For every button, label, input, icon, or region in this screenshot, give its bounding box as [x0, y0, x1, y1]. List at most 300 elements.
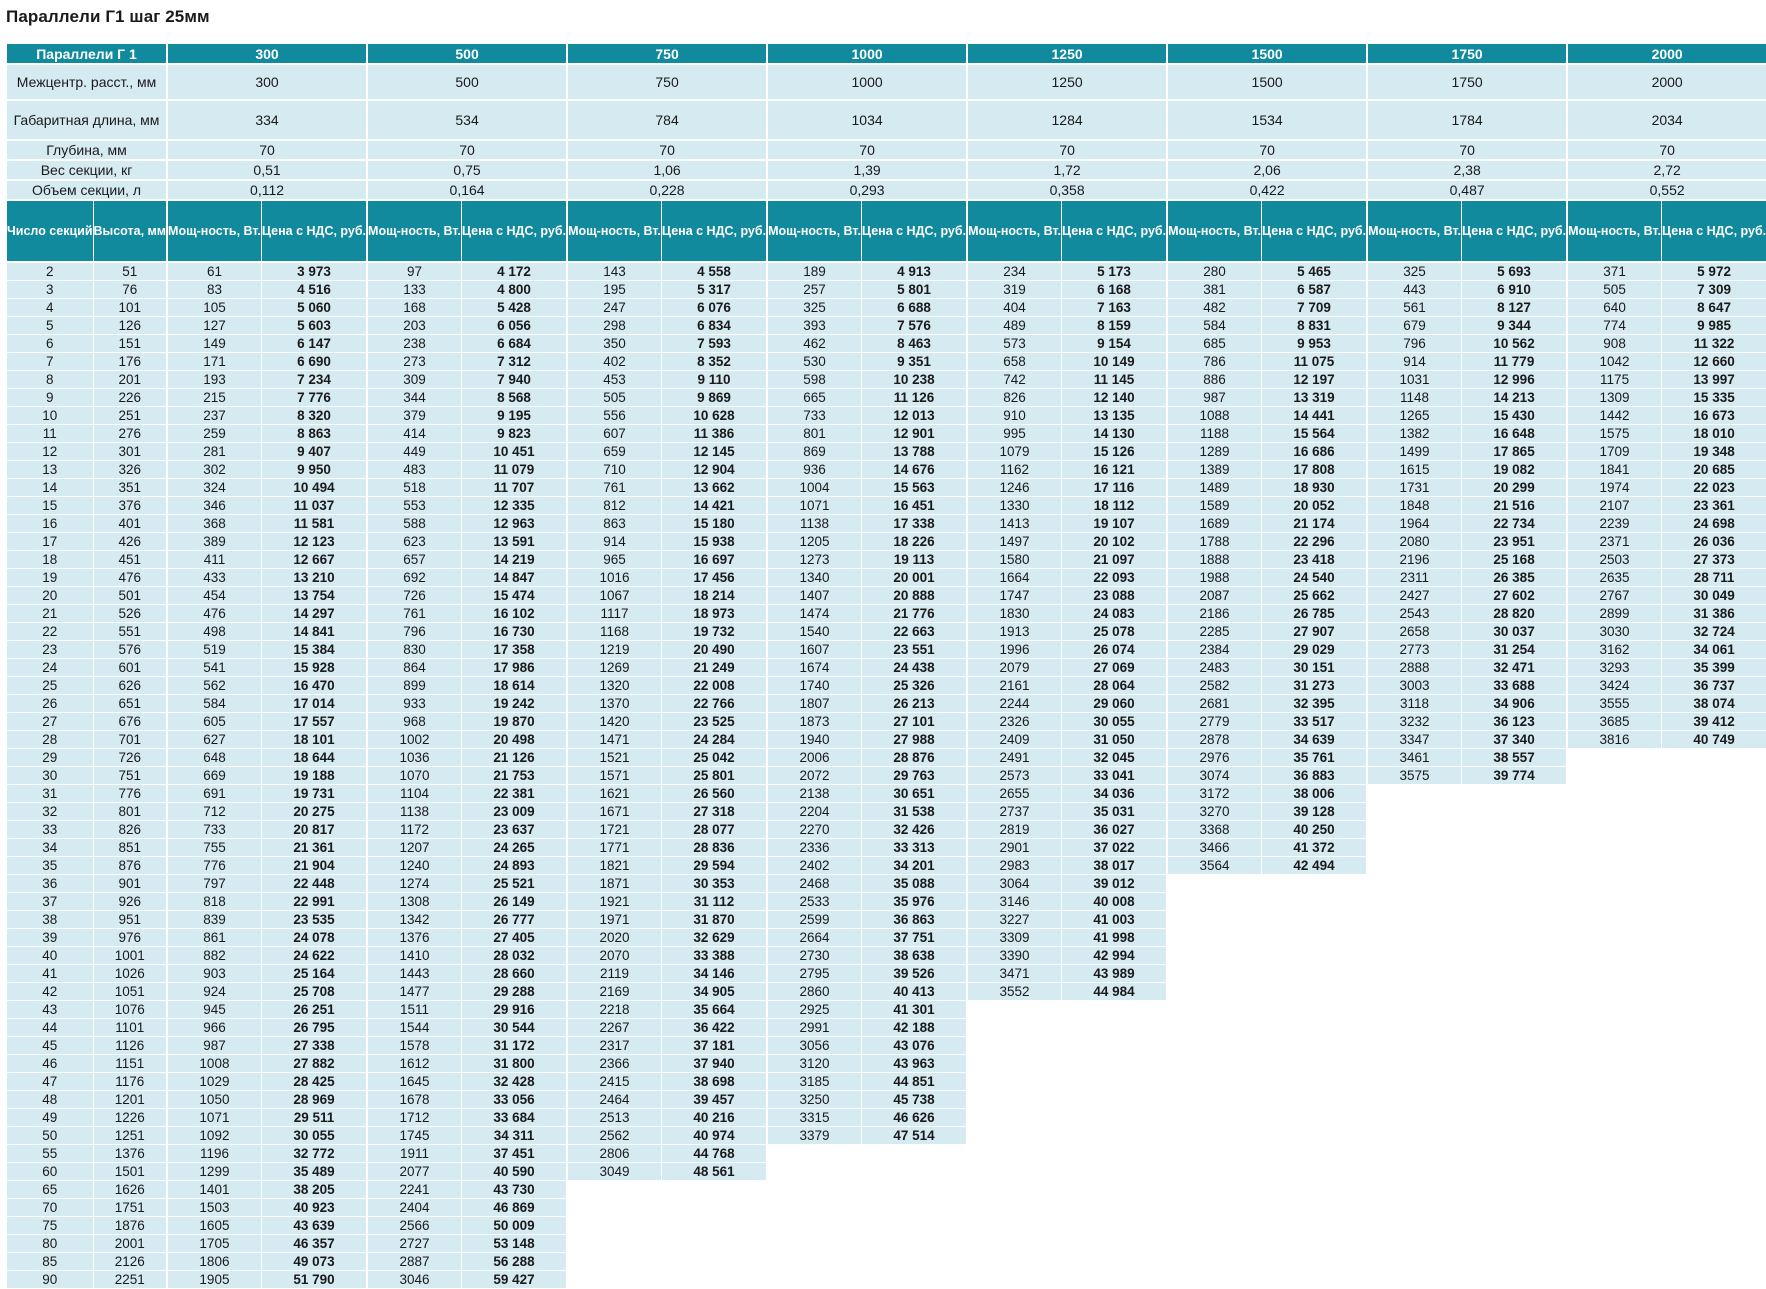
table-row	[7, 335, 1766, 353]
empty-cell	[1662, 767, 1766, 785]
power-cell: 2899	[1568, 605, 1662, 623]
power-cell: 1269	[568, 659, 662, 677]
table-row	[7, 1091, 1766, 1109]
power-cell: 1873	[768, 713, 862, 731]
power-cell: 247	[568, 299, 662, 317]
price-cell: 5 972	[1662, 263, 1766, 281]
power-cell: 1974	[1568, 479, 1662, 497]
price-cell: 15 335	[1662, 389, 1766, 407]
price-cell: 25 521	[462, 875, 568, 893]
table-row	[7, 479, 1766, 497]
price-cell: 25 708	[262, 983, 368, 1001]
empty-cell	[1368, 1253, 1462, 1271]
page-title: Параллели Г1 шаг 25мм	[6, 7, 210, 26]
power-cell: 966	[168, 1019, 262, 1037]
empty-cell	[1368, 1019, 1462, 1037]
price-cell: 38 557	[1462, 749, 1568, 767]
empty-cell	[1262, 911, 1368, 929]
sections-cell: 47	[7, 1073, 94, 1091]
price-cell: 23 525	[662, 713, 768, 731]
power-cell: 2317	[568, 1037, 662, 1055]
price-cell: 21 361	[262, 839, 368, 857]
empty-cell	[1462, 1163, 1568, 1181]
empty-cell	[862, 1163, 968, 1181]
spec-value: 2,06	[1168, 161, 1368, 181]
power-cell: 588	[368, 515, 462, 533]
empty-cell	[1062, 1091, 1168, 1109]
empty-cell	[1062, 1127, 1168, 1145]
power-cell: 2730	[768, 947, 862, 965]
price-header: Цена с НДС, руб.	[462, 201, 568, 263]
model-cell: 2000	[1568, 44, 1766, 65]
price-cell: 9 823	[462, 425, 568, 443]
price-cell: 31 538	[862, 803, 968, 821]
price-cell: 26 777	[462, 911, 568, 929]
height-cell: 401	[94, 515, 169, 533]
price-cell: 12 123	[262, 533, 368, 551]
power-cell: 553	[368, 497, 462, 515]
price-cell: 35 976	[862, 893, 968, 911]
power-cell: 733	[768, 407, 862, 425]
price-cell: 18 973	[662, 605, 768, 623]
empty-cell	[1462, 1073, 1568, 1091]
price-cell: 37 181	[662, 1037, 768, 1055]
sections-cell: 17	[7, 533, 94, 551]
power-cell: 2727	[368, 1235, 462, 1253]
price-cell: 17 116	[1062, 479, 1168, 497]
power-cell: 598	[768, 371, 862, 389]
empty-cell	[862, 1145, 968, 1163]
power-cell: 350	[568, 335, 662, 353]
empty-cell	[768, 1181, 862, 1199]
spec-value: 70	[368, 141, 568, 161]
empty-cell	[1462, 1271, 1568, 1289]
height-cell: 776	[94, 785, 169, 803]
power-cell: 2543	[1368, 605, 1462, 623]
price-cell: 12 140	[1062, 389, 1168, 407]
price-cell: 6 910	[1462, 281, 1568, 299]
price-cell: 5 693	[1462, 263, 1568, 281]
empty-cell	[1062, 1253, 1168, 1271]
power-cell: 776	[168, 857, 262, 875]
power-cell: 605	[168, 713, 262, 731]
price-cell: 13 591	[462, 533, 568, 551]
empty-cell	[1262, 1091, 1368, 1109]
sections-cell: 11	[7, 425, 94, 443]
model-cell: 750	[568, 44, 768, 65]
sections-cell: 5	[7, 317, 94, 335]
table-row	[7, 533, 1766, 551]
power-cell: 133	[368, 281, 462, 299]
sections-cell: 19	[7, 569, 94, 587]
empty-cell	[1662, 1127, 1766, 1145]
table-row	[7, 641, 1766, 659]
sections-cell: 15	[7, 497, 94, 515]
spec-row	[7, 101, 1766, 141]
height-cell: 701	[94, 731, 169, 749]
height-cell: 1251	[94, 1127, 169, 1145]
sections-cell: 3	[7, 281, 94, 299]
power-cell: 623	[368, 533, 462, 551]
price-cell: 23 418	[1262, 551, 1368, 569]
power-cell: 2404	[368, 1199, 462, 1217]
price-cell: 34 061	[1662, 641, 1766, 659]
table-row	[7, 839, 1766, 857]
power-cell: 1771	[568, 839, 662, 857]
price-cell: 24 083	[1062, 605, 1168, 623]
power-cell: 3250	[768, 1091, 862, 1109]
empty-cell	[1462, 929, 1568, 947]
power-cell: 1104	[368, 785, 462, 803]
price-cell: 15 564	[1262, 425, 1368, 443]
power-cell: 933	[368, 695, 462, 713]
table-row	[7, 1019, 1766, 1037]
power-cell: 2138	[768, 785, 862, 803]
empty-cell	[1662, 1271, 1766, 1289]
power-cell: 2779	[1168, 713, 1262, 731]
empty-cell	[1662, 1199, 1766, 1217]
sections-cell: 60	[7, 1163, 94, 1181]
price-cell: 22 008	[662, 677, 768, 695]
height-cell: 1376	[94, 1145, 169, 1163]
power-cell: 462	[768, 335, 862, 353]
price-cell: 20 102	[1062, 533, 1168, 551]
power-cell: 105	[168, 299, 262, 317]
price-cell: 20 299	[1462, 479, 1568, 497]
power-cell: 562	[168, 677, 262, 695]
price-cell: 8 320	[262, 407, 368, 425]
table-row	[7, 659, 1766, 677]
sections-cell: 80	[7, 1235, 94, 1253]
power-cell: 3471	[968, 965, 1062, 983]
price-cell: 32 428	[462, 1073, 568, 1091]
price-cell: 26 074	[1062, 641, 1168, 659]
empty-cell	[1662, 821, 1766, 839]
empty-cell	[768, 1217, 862, 1235]
power-cell: 3466	[1168, 839, 1262, 857]
price-cell: 26 036	[1662, 533, 1766, 551]
price-cell: 8 159	[1062, 317, 1168, 335]
model-header-row	[7, 44, 1766, 65]
power-cell: 1612	[368, 1055, 462, 1073]
height-cell: 1051	[94, 983, 169, 1001]
empty-cell	[1062, 1199, 1168, 1217]
price-cell: 9 953	[1262, 335, 1368, 353]
power-cell: 2366	[568, 1055, 662, 1073]
price-cell: 20 685	[1662, 461, 1766, 479]
price-cell: 15 938	[662, 533, 768, 551]
spec-label: Межцентр. расст., мм	[7, 65, 168, 101]
table-row	[7, 821, 1766, 839]
price-cell: 7 776	[262, 389, 368, 407]
empty-cell	[968, 1055, 1062, 1073]
price-header: Цена с НДС, руб.	[1062, 201, 1168, 263]
empty-cell	[1168, 1163, 1262, 1181]
sections-cell: 27	[7, 713, 94, 731]
spec-value: 300	[168, 65, 368, 101]
price-cell: 8 831	[1262, 317, 1368, 335]
power-cell: 1071	[168, 1109, 262, 1127]
price-cell: 27 373	[1662, 551, 1766, 569]
price-cell: 11 037	[262, 497, 368, 515]
empty-cell	[568, 1217, 662, 1235]
price-cell: 21 249	[662, 659, 768, 677]
power-cell: 171	[168, 353, 262, 371]
power-cell: 796	[368, 623, 462, 641]
price-cell: 30 037	[1462, 623, 1568, 641]
power-cell: 389	[168, 533, 262, 551]
empty-cell	[968, 1199, 1062, 1217]
price-cell: 7 234	[262, 371, 368, 389]
empty-cell	[1462, 1199, 1568, 1217]
power-cell: 679	[1368, 317, 1462, 335]
price-cell: 26 560	[662, 785, 768, 803]
price-cell: 38 205	[262, 1181, 368, 1199]
height-cell: 251	[94, 407, 169, 425]
empty-cell	[862, 1181, 968, 1199]
price-cell: 22 991	[262, 893, 368, 911]
power-cell: 324	[168, 479, 262, 497]
price-cell: 49 073	[262, 1253, 368, 1271]
power-cell: 839	[168, 911, 262, 929]
price-cell: 41 998	[1062, 929, 1168, 947]
price-cell: 33 684	[462, 1109, 568, 1127]
power-cell: 2218	[568, 1001, 662, 1019]
price-cell: 17 808	[1262, 461, 1368, 479]
power-cell: 3379	[768, 1127, 862, 1145]
empty-cell	[1368, 785, 1462, 803]
power-cell: 1605	[168, 1217, 262, 1235]
power-cell: 3315	[768, 1109, 862, 1127]
empty-cell	[1662, 1253, 1766, 1271]
empty-cell	[968, 1235, 1062, 1253]
price-cell: 7 163	[1062, 299, 1168, 317]
price-cell: 29 916	[462, 1001, 568, 1019]
empty-cell	[1568, 767, 1662, 785]
price-cell: 56 288	[462, 1253, 568, 1271]
empty-cell	[1062, 1235, 1168, 1253]
price-cell: 23 009	[462, 803, 568, 821]
price-cell: 15 126	[1062, 443, 1168, 461]
power-cell: 657	[368, 551, 462, 569]
power-header: Мощ-ность, Вт.	[368, 201, 462, 263]
power-cell: 1092	[168, 1127, 262, 1145]
spec-value: 1000	[768, 65, 968, 101]
price-header: Цена с НДС, руб.	[1662, 201, 1766, 263]
empty-cell	[1262, 1109, 1368, 1127]
price-cell: 36 422	[662, 1019, 768, 1037]
power-cell: 1138	[368, 803, 462, 821]
price-cell: 40 250	[1262, 821, 1368, 839]
spec-row	[7, 181, 1766, 201]
price-cell: 31 172	[462, 1037, 568, 1055]
sections-cell: 32	[7, 803, 94, 821]
empty-cell	[1262, 893, 1368, 911]
price-header: Цена с НДС, руб.	[662, 201, 768, 263]
empty-cell	[568, 1199, 662, 1217]
price-cell: 5 060	[262, 299, 368, 317]
price-cell: 7 709	[1262, 299, 1368, 317]
empty-cell	[1568, 839, 1662, 857]
spec-value: 1534	[1168, 101, 1368, 141]
power-cell: 1442	[1568, 407, 1662, 425]
empty-cell	[1368, 857, 1462, 875]
height-cell: 751	[94, 767, 169, 785]
power-cell: 2384	[1168, 641, 1262, 659]
table-row	[7, 497, 1766, 515]
price-cell: 46 357	[262, 1235, 368, 1253]
empty-cell	[1262, 1253, 1368, 1271]
spec-value: 1284	[968, 101, 1168, 141]
power-cell: 411	[168, 551, 262, 569]
price-cell: 15 430	[1462, 407, 1568, 425]
empty-cell	[1368, 1145, 1462, 1163]
power-cell: 1499	[1368, 443, 1462, 461]
table-row	[7, 983, 1766, 1001]
sections-cell: 55	[7, 1145, 94, 1163]
price-cell: 24 438	[862, 659, 968, 677]
price-cell: 16 697	[662, 551, 768, 569]
price-cell: 13 319	[1262, 389, 1368, 407]
table-row	[7, 677, 1766, 695]
empty-cell	[662, 1253, 768, 1271]
power-cell: 3270	[1168, 803, 1262, 821]
price-cell: 24 265	[462, 839, 568, 857]
price-cell: 28 969	[262, 1091, 368, 1109]
power-cell: 2270	[768, 821, 862, 839]
spec-value: 534	[368, 101, 568, 141]
power-cell: 861	[168, 929, 262, 947]
power-cell: 665	[768, 389, 862, 407]
table-row	[7, 1199, 1766, 1217]
power-cell: 830	[368, 641, 462, 659]
power-cell: 325	[1368, 263, 1462, 281]
price-cell: 30 055	[1062, 713, 1168, 731]
power-cell: 2239	[1568, 515, 1662, 533]
table-row	[7, 461, 1766, 479]
power-cell: 1477	[368, 983, 462, 1001]
price-cell: 16 673	[1662, 407, 1766, 425]
power-cell: 2161	[968, 677, 1062, 695]
price-cell: 5 317	[662, 281, 768, 299]
height-cell: 176	[94, 353, 169, 371]
price-cell: 26 385	[1462, 569, 1568, 587]
height-cell: 276	[94, 425, 169, 443]
price-cell: 21 904	[262, 857, 368, 875]
empty-cell	[568, 1235, 662, 1253]
table-row	[7, 695, 1766, 713]
table-row	[7, 1127, 1766, 1145]
price-cell: 4 800	[462, 281, 568, 299]
price-cell: 8 863	[262, 425, 368, 443]
power-cell: 2087	[1168, 587, 1262, 605]
power-cell: 692	[368, 569, 462, 587]
power-cell: 1389	[1168, 461, 1262, 479]
power-cell: 2582	[1168, 677, 1262, 695]
sections-cell: 48	[7, 1091, 94, 1109]
empty-cell	[1568, 1019, 1662, 1037]
power-cell: 518	[368, 479, 462, 497]
empty-cell	[1662, 1091, 1766, 1109]
empty-cell	[1062, 1019, 1168, 1037]
power-cell: 443	[1368, 281, 1462, 299]
empty-cell	[1662, 1145, 1766, 1163]
power-cell: 2070	[568, 947, 662, 965]
table-row	[7, 551, 1766, 569]
power-cell: 1621	[568, 785, 662, 803]
empty-cell	[1568, 911, 1662, 929]
spec-value: 1,06	[568, 161, 768, 181]
price-cell: 29 029	[1262, 641, 1368, 659]
power-cell: 2806	[568, 1145, 662, 1163]
price-cell: 33 056	[462, 1091, 568, 1109]
empty-cell	[1462, 1001, 1568, 1019]
empty-cell	[768, 1145, 862, 1163]
price-cell: 43 639	[262, 1217, 368, 1235]
empty-cell	[1462, 785, 1568, 803]
power-cell: 3293	[1568, 659, 1662, 677]
empty-cell	[1662, 929, 1766, 947]
empty-cell	[1368, 893, 1462, 911]
empty-cell	[1462, 821, 1568, 839]
power-cell: 1511	[368, 1001, 462, 1019]
empty-cell	[1662, 1217, 1766, 1235]
empty-cell	[1168, 911, 1262, 929]
power-cell: 1503	[168, 1199, 262, 1217]
price-cell: 39 526	[862, 965, 968, 983]
power-cell: 812	[568, 497, 662, 515]
price-cell: 33 517	[1262, 713, 1368, 731]
power-cell: 2186	[1168, 605, 1262, 623]
price-cell: 38 698	[662, 1073, 768, 1091]
height-cell: 1626	[94, 1181, 169, 1199]
height-cell: 901	[94, 875, 169, 893]
spec-value: 0,487	[1368, 181, 1568, 201]
spec-value: 70	[568, 141, 768, 161]
price-cell: 7 309	[1662, 281, 1766, 299]
spec-value: 0,228	[568, 181, 768, 201]
price-cell: 5 801	[862, 281, 968, 299]
spec-value: 2000	[1568, 65, 1766, 101]
price-cell: 33 688	[1462, 677, 1568, 695]
empty-cell	[568, 1181, 662, 1199]
empty-cell	[768, 1163, 862, 1181]
price-cell: 36 883	[1262, 767, 1368, 785]
price-cell: 40 413	[862, 983, 968, 1001]
table-row	[7, 893, 1766, 911]
height-cell: 351	[94, 479, 169, 497]
power-cell: 1031	[1368, 371, 1462, 389]
price-cell: 40 923	[262, 1199, 368, 1217]
table-row	[7, 1145, 1766, 1163]
empty-cell	[1662, 947, 1766, 965]
price-header: Цена с НДС, руб.	[1262, 201, 1368, 263]
empty-cell	[1062, 1217, 1168, 1235]
price-cell: 21 097	[1062, 551, 1168, 569]
price-cell: 33 313	[862, 839, 968, 857]
price-cell: 27 907	[1262, 623, 1368, 641]
empty-cell	[1262, 1055, 1368, 1073]
price-cell: 12 197	[1262, 371, 1368, 389]
power-cell: 3347	[1368, 731, 1462, 749]
power-cell: 2020	[568, 929, 662, 947]
power-cell: 1207	[368, 839, 462, 857]
empty-cell	[1262, 947, 1368, 965]
height-cell: 676	[94, 713, 169, 731]
spec-value: 2,38	[1368, 161, 1568, 181]
empty-cell	[1462, 1055, 1568, 1073]
price-cell: 13 754	[262, 587, 368, 605]
